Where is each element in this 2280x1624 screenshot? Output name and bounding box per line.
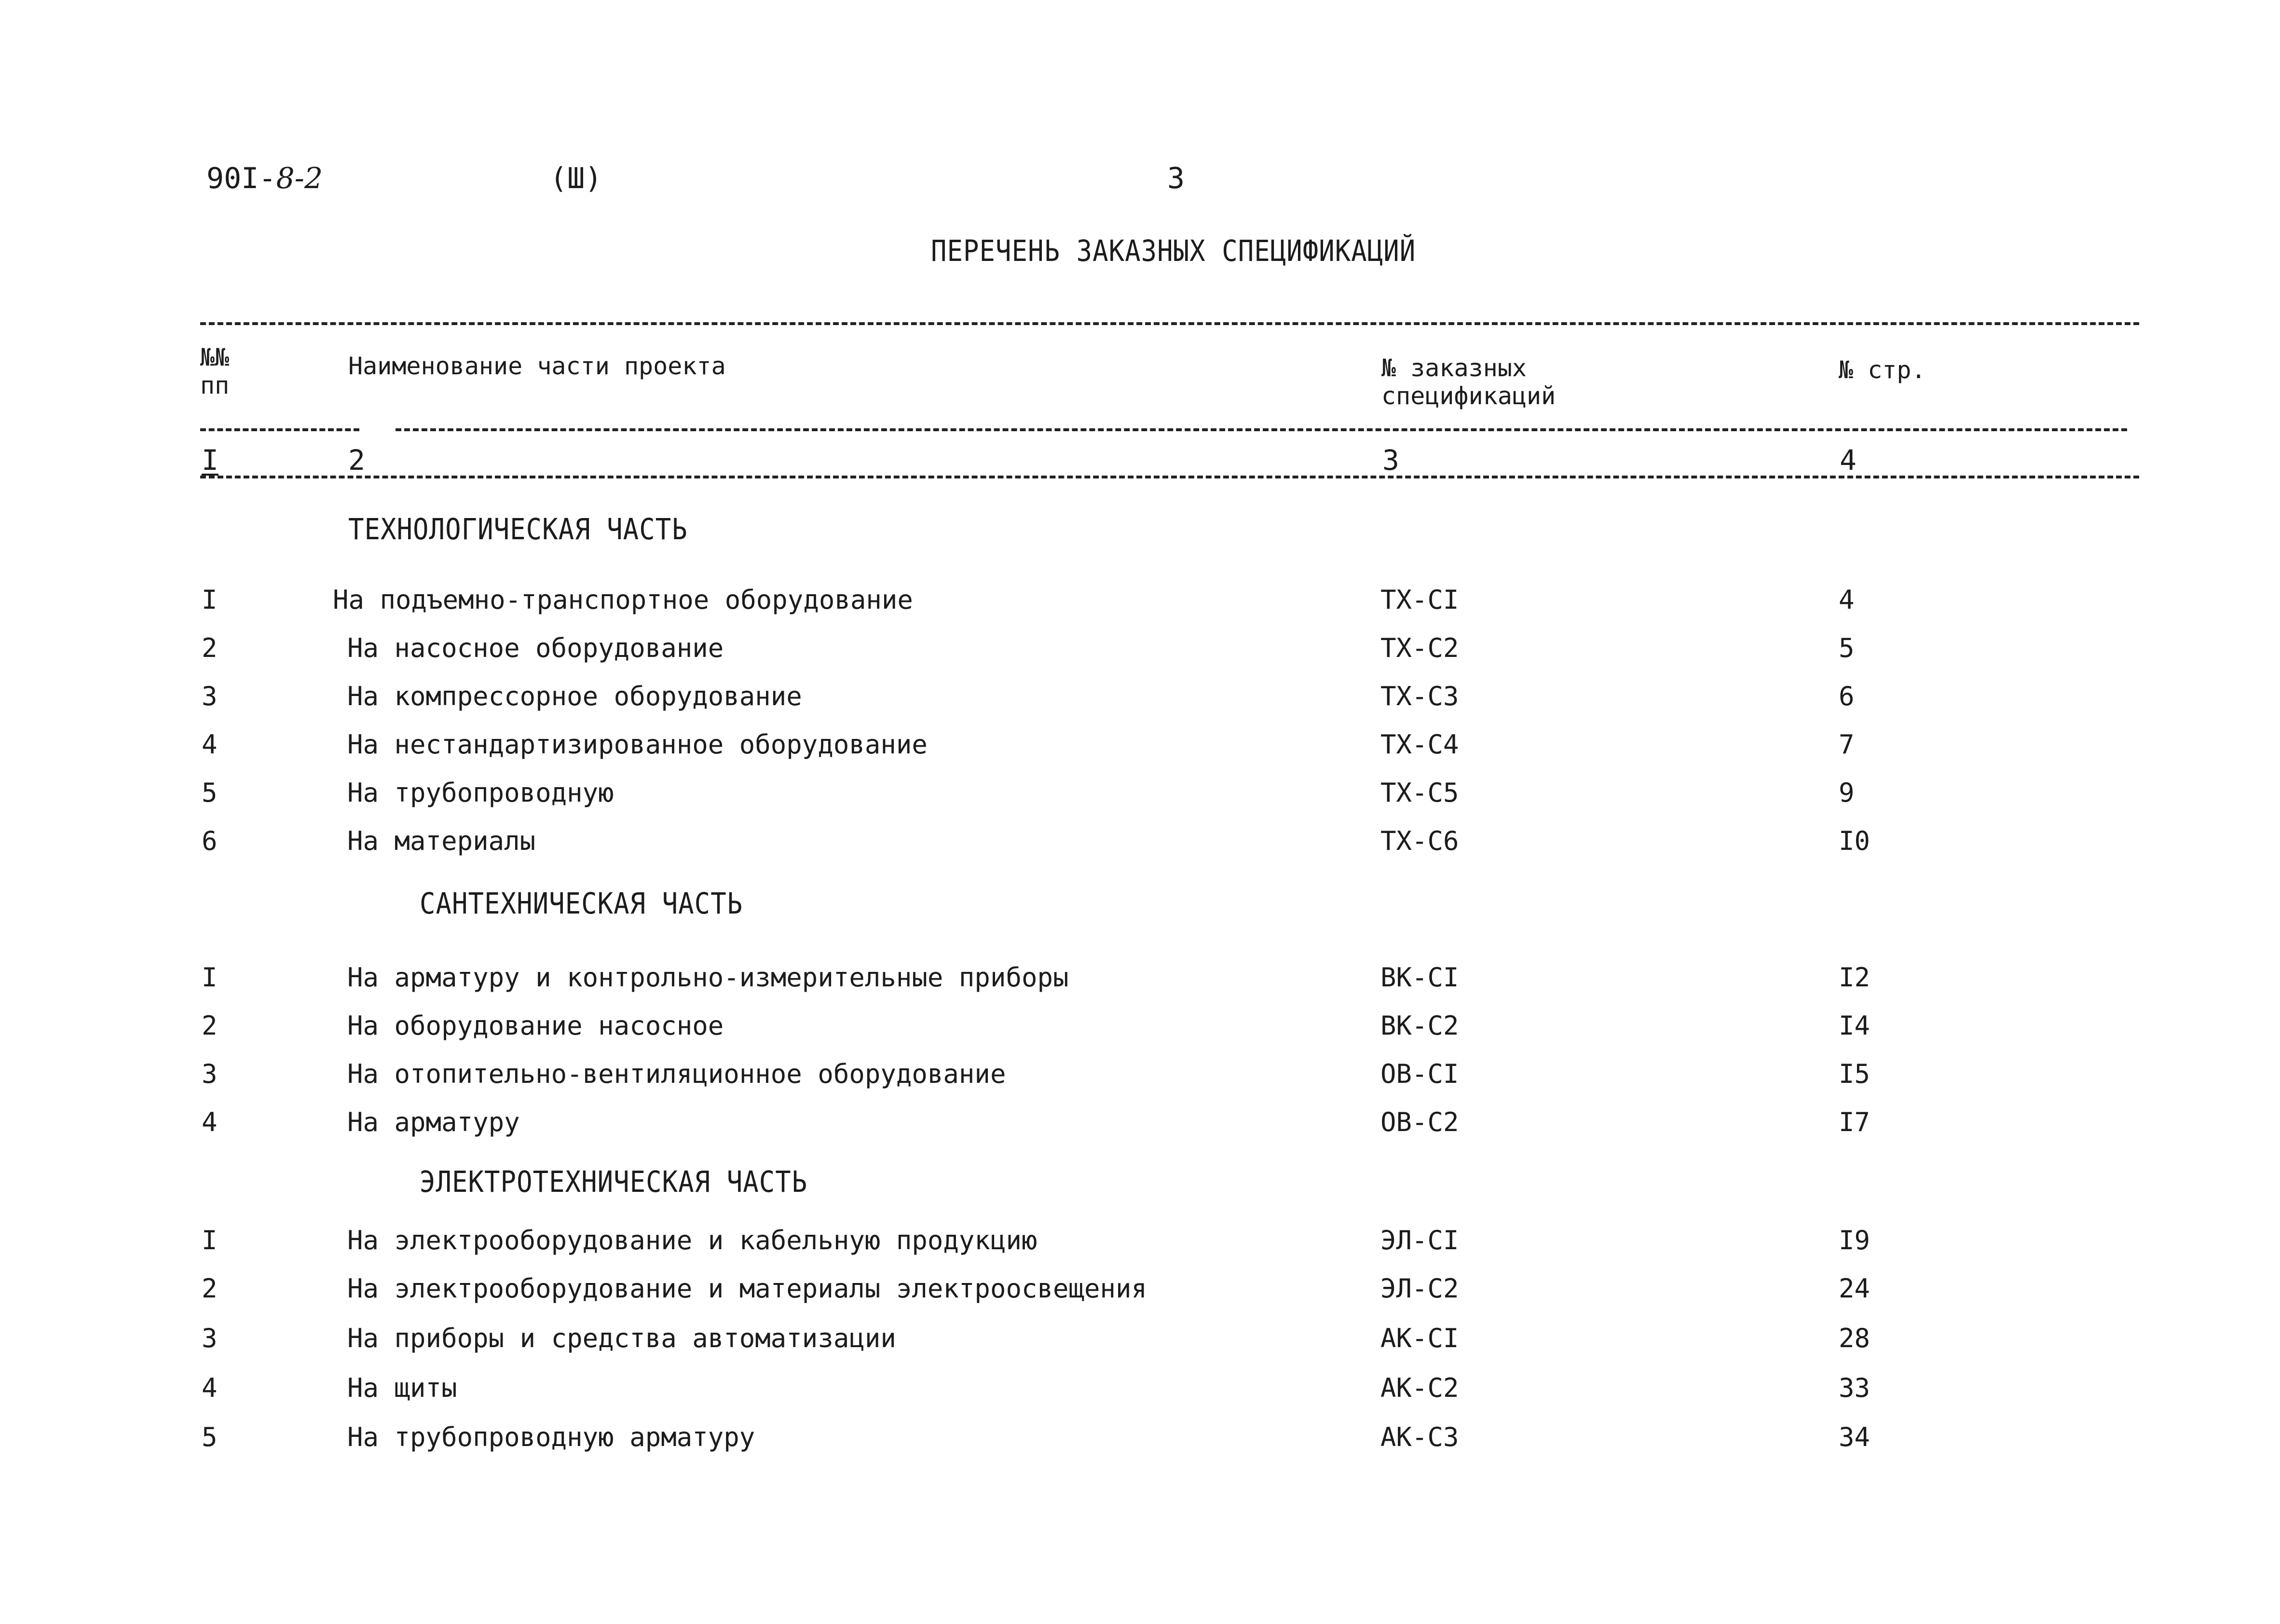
row-page: 6 bbox=[1839, 681, 1855, 711]
row-spec: ТХ-С6 bbox=[1380, 826, 1459, 856]
row-page: I0 bbox=[1839, 826, 1870, 856]
volume-label: (Ш) bbox=[550, 162, 602, 195]
row-spec: АК-СI bbox=[1380, 1323, 1459, 1353]
row-page: 4 bbox=[1839, 585, 1855, 615]
row-name: На приборы и средства автоматизации bbox=[347, 1323, 896, 1353]
row-number: 3 bbox=[202, 681, 218, 711]
row-name: На отопительно-вентиляционное оборудование bbox=[347, 1059, 1006, 1089]
row-spec: ВК-С2 bbox=[1380, 1010, 1459, 1041]
document-code-printed: 90I- bbox=[206, 162, 276, 195]
column-header-spec-line2: спецификаций bbox=[1381, 382, 1556, 410]
header-rule-left bbox=[200, 428, 359, 431]
row-page: I9 bbox=[1839, 1225, 1870, 1256]
page-title: ПЕРЕЧЕНЬ ЗАКАЗНЫХ СПЕЦИФИКАЦИЙ bbox=[931, 234, 1416, 268]
row-spec: ТХ-С2 bbox=[1380, 633, 1459, 663]
column-number-1: I bbox=[202, 444, 218, 477]
column-number-2: 2 bbox=[348, 444, 365, 477]
row-page: I2 bbox=[1839, 962, 1870, 993]
row-name: На насосное оборудование bbox=[347, 633, 724, 663]
row-name: На трубопроводную bbox=[347, 778, 614, 808]
row-page: 9 bbox=[1839, 778, 1855, 808]
column-header-name: Наименование части проекта bbox=[348, 352, 726, 380]
column-header-spec-line1: № заказных bbox=[1381, 354, 1527, 382]
table-top-rule bbox=[200, 322, 2139, 325]
row-spec: ТХ-С4 bbox=[1380, 729, 1459, 760]
column-number-3: 3 bbox=[1382, 444, 1399, 477]
row-page: I7 bbox=[1839, 1107, 1870, 1137]
row-name: На трубопроводную арматуру bbox=[347, 1422, 755, 1452]
row-number: 4 bbox=[202, 1107, 218, 1137]
row-page: 24 bbox=[1839, 1273, 1870, 1304]
row-number: 2 bbox=[202, 1010, 218, 1041]
row-spec: АК-С2 bbox=[1380, 1373, 1459, 1403]
header-rule-right bbox=[396, 428, 2127, 431]
row-page: 7 bbox=[1839, 729, 1855, 760]
row-number: 2 bbox=[202, 1273, 218, 1304]
row-page: I5 bbox=[1839, 1059, 1870, 1089]
row-name: На арматуру bbox=[347, 1107, 520, 1137]
section-title: САНТЕХНИЧЕСКАЯ ЧАСТЬ bbox=[420, 887, 743, 921]
row-name: На компрессорное оборудование bbox=[347, 681, 802, 711]
row-spec: АК-С3 bbox=[1380, 1422, 1459, 1452]
column-header-number-line2: пп bbox=[200, 371, 230, 399]
row-number: I bbox=[202, 1225, 218, 1256]
row-name: На электрооборудование и кабельную продукцию bbox=[347, 1225, 1038, 1256]
row-spec: ВК-СI bbox=[1380, 962, 1459, 993]
page-number: 3 bbox=[1167, 162, 1185, 195]
row-spec: ТХ-С5 bbox=[1380, 778, 1459, 808]
document-code-handwritten: 8-2 bbox=[276, 162, 323, 195]
column-header-spec bbox=[1381, 354, 1556, 410]
section-title: ТЕХНОЛОГИЧЕСКАЯ ЧАСТЬ bbox=[348, 512, 688, 546]
row-page: 28 bbox=[1839, 1323, 1870, 1353]
row-number: I bbox=[202, 962, 218, 993]
column-header-number bbox=[200, 343, 229, 399]
row-number: I bbox=[202, 585, 218, 615]
row-name: На электрооборудование и материалы электроосвещения bbox=[347, 1273, 1147, 1304]
row-number: 4 bbox=[202, 1373, 218, 1403]
row-name: На щиты bbox=[347, 1373, 457, 1403]
document-code bbox=[206, 162, 323, 195]
column-header-number-line1: №№ bbox=[200, 343, 230, 371]
section-title: ЭЛЕКТРОТЕХНИЧЕСКАЯ ЧАСТЬ bbox=[420, 1165, 808, 1199]
row-spec: ЭЛ-СI bbox=[1380, 1225, 1459, 1256]
row-spec: ТХ-СI bbox=[1380, 585, 1459, 615]
column-header-page: № стр. bbox=[1839, 356, 1926, 384]
row-name: На материалы bbox=[347, 826, 536, 856]
row-spec: ОВ-С2 bbox=[1380, 1107, 1459, 1137]
row-page: 34 bbox=[1839, 1422, 1870, 1452]
row-spec: ТХ-С3 bbox=[1380, 681, 1459, 711]
row-number: 3 bbox=[202, 1059, 218, 1089]
row-name: На арматуру и контрольно-измерительные приборы bbox=[347, 962, 1069, 993]
row-name: На подъемно-транспортное оборудование bbox=[333, 585, 913, 615]
row-page: 5 bbox=[1839, 633, 1855, 663]
row-spec: ОВ-СI bbox=[1380, 1059, 1459, 1089]
row-page: I4 bbox=[1839, 1010, 1870, 1041]
row-number: 2 bbox=[202, 633, 218, 663]
column-number-4: 4 bbox=[1840, 444, 1857, 477]
row-page: 33 bbox=[1839, 1373, 1870, 1403]
row-number: 3 bbox=[202, 1323, 218, 1353]
row-spec: ЭЛ-С2 bbox=[1380, 1273, 1459, 1304]
row-number: 5 bbox=[202, 778, 218, 808]
row-number: 6 bbox=[202, 826, 218, 856]
row-number: 4 bbox=[202, 729, 218, 760]
row-number: 5 bbox=[202, 1422, 218, 1452]
row-name: На оборудование насосное bbox=[347, 1010, 724, 1041]
column-numbers-rule bbox=[200, 476, 2139, 478]
row-name: На нестандартизированное оборудование bbox=[347, 729, 928, 760]
